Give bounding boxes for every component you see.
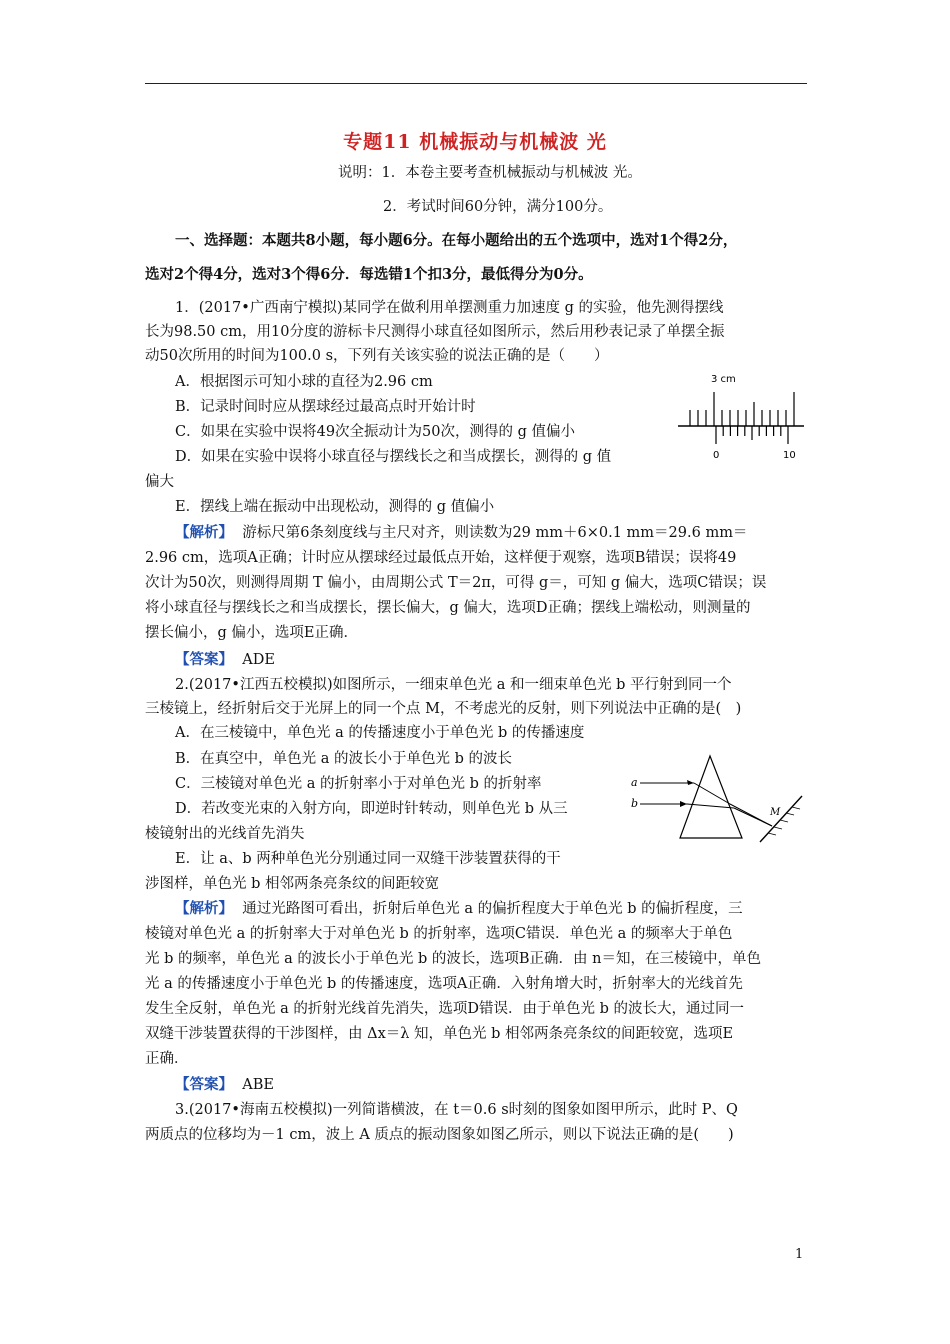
q1-option-e: E．摆线上端在振动中出现松动，测得的 g 值偏小 xyxy=(175,499,495,515)
page-title: 专题11 机械振动与机械波 光 xyxy=(343,131,607,153)
q2-analysis-6: 双缝干涉装置获得的干涉图样，由 Δx＝λ 知，单色光 b 相邻两条亮条纹的间距较宽，选项E xyxy=(145,1026,734,1042)
q1-analysis-1 xyxy=(175,523,747,543)
q2-option-e-1: E．让 a、b 两种单色光分别通过同一双缝干涉装置获得的干 xyxy=(175,851,561,867)
q2-option-d-2: 棱镜射出的光线首先消失 xyxy=(145,826,305,842)
q1-analysis-text-1: 游标尺第6条刻度线与主尺对齐，则读数为29 mm＋6×0.1 mm＝29.6 mm＝ xyxy=(242,525,748,541)
screen xyxy=(760,796,802,842)
q2-option-c: C．三棱镜对单色光 a 的折射率小于对单色光 b 的折射率 xyxy=(175,776,542,792)
note-2: 2．考试时间60分钟，满分100分。 xyxy=(383,199,613,215)
section-instruction-1: 一、选择题：本题共8小题，每小题6分。在每小题给出的五个选项中，选对1个得2分， xyxy=(175,232,738,249)
q1-answer-value: ADE xyxy=(242,652,275,668)
q1-answer xyxy=(175,650,275,670)
point-m-label: M xyxy=(770,807,781,818)
analysis-tag: 【解析】 xyxy=(175,524,233,541)
main-scale-ticks xyxy=(690,392,794,426)
q1-option-a: A．根据图示可知小球的直径为2.96 cm xyxy=(175,374,433,390)
light-rays xyxy=(640,783,772,826)
arrow-b xyxy=(680,801,687,807)
q1-analysis-2: 2.96 cm，选项A正确；计时应从摆球经过最低点开始，这样便于观察，选项B错误；误将49 xyxy=(145,550,737,566)
q1-stem-2: 长为98.50 cm，用10分度的游标卡尺测得小球直径如图所示，然后用秒表记录了单摆全振 xyxy=(145,324,725,340)
q1-analysis-4: 将小球直径与摆线长之和当成摆长，摆长偏大，g 偏大，选项D正确；摆线上端松动，则测量的 xyxy=(145,600,751,616)
prism xyxy=(680,756,742,838)
q1-analysis-3: 次计为50次，则测得周期 T 偏小，由周期公式 T＝2π，可得 g＝，可知 g 偏大，选项C错误；误 xyxy=(145,575,767,591)
vernier-caliper-figure xyxy=(676,372,806,464)
ray-a-label: a xyxy=(631,776,638,789)
q2-answer-value: ABE xyxy=(242,1077,274,1093)
q2-option-d-1: D．若改变光束的入射方向，即逆时针转动，则单色光 b 从三 xyxy=(175,801,568,817)
q2-analysis-text-1: 通过光路图可看出，折射后单色光 a 的偏折程度大于单色光 b 的偏折程度，三 xyxy=(242,901,743,917)
vernier-scale-ticks xyxy=(716,426,788,444)
section-instruction-2: 选对2个得4分，选对3个得6分．每选错1个扣3分，最低得分为0分。 xyxy=(145,266,593,283)
q2-stem-2: 三棱镜上，经折射后交于光屏上的同一个点 M，不考虑光的反射，则下列说法中正确的是( ) xyxy=(145,701,742,717)
q2-analysis-2: 棱镜对单色光 a 的折射率大于对单色光 b 的折射率，选项C错误．单色光 a 的频率大于单色 xyxy=(145,926,733,942)
q2-option-b: B．在真空中，单色光 a 的波长小于单色光 b 的波长 xyxy=(175,751,513,767)
q2-option-a: A．在三棱镜中，单色光 a 的传播速度小于单色光 b 的传播速度 xyxy=(175,725,585,741)
caliper-label-10: 10 xyxy=(783,450,796,461)
page-number: 1 xyxy=(795,1247,804,1262)
q1-stem-1: 1．(2017•广西南宁模拟)某同学在做利用单摆测重力加速度 g 的实验，他先测得摆线 xyxy=(175,300,724,316)
q2-analysis-7: 正确． xyxy=(145,1051,189,1067)
caliper-label-0: 0 xyxy=(713,450,720,461)
q1-option-d-2: 偏大 xyxy=(145,474,174,490)
caliper-label-3cm: 3 cm xyxy=(711,374,736,385)
analysis-tag: 【解析】 xyxy=(175,900,233,917)
note-1: 说明：1．本卷主要考查机械振动与机械波 光。 xyxy=(338,165,642,181)
q2-stem-1: 2.(2017•江西五校模拟)如图所示，一细束单色光 a 和一细束单色光 b 平行射到同一个 xyxy=(175,677,732,693)
q1-stem-3: 动50次所用的时间为100.0 s，下列有关该实验的说法正确的是（ ） xyxy=(145,348,609,364)
prism-figure xyxy=(630,752,808,844)
q2-analysis-3: 光 b 的频率，单色光 a 的波长小于单色光 b 的波长，选项B正确．由 n＝知，在三棱镜中，单色 xyxy=(145,951,761,967)
answer-tag: 【答案】 xyxy=(175,651,233,668)
ray-b-label: b xyxy=(631,797,639,810)
q2-analysis-4: 光 a 的传播速度小于单色光 b 的传播速度，选项A正确．入射角增大时，折射率大的光线首先 xyxy=(145,976,743,992)
q1-option-d-1: D．如果在实验中误将小球直径与摆线长之和当成摆长，测得的 g 值 xyxy=(175,449,612,465)
answer-tag: 【答案】 xyxy=(175,1076,233,1093)
q2-option-e-2: 涉图样，单色光 b 相邻两条亮条纹的间距较宽 xyxy=(145,876,439,892)
header-rule xyxy=(145,83,807,84)
q3-stem-2: 两质点的位移均为－1 cm，波上 A 质点的振动图象如图乙所示，则以下说法正确的是( ) xyxy=(145,1127,734,1143)
q3-stem-1: 3.(2017•海南五校模拟)一列简谐横波，在 t＝0.6 s时刻的图象如图甲所示，此时 P、Q xyxy=(175,1102,738,1118)
q2-analysis-5: 发生全反射，单色光 a 的折射光线首先消失，选项D错误．由于单色光 b 的波长大，通过同一 xyxy=(145,1001,744,1017)
q2-analysis-1 xyxy=(175,899,743,919)
q1-option-b: B．记录时间时应从摆球经过最高点时开始计时 xyxy=(175,399,476,415)
q1-analysis-5: 摆长偏小，g 偏小，选项E正确． xyxy=(145,625,358,641)
q2-answer xyxy=(175,1075,274,1095)
q1-option-c: C．如果在实验中误将49次全振动计为50次，测得的 g 值偏小 xyxy=(175,424,575,440)
